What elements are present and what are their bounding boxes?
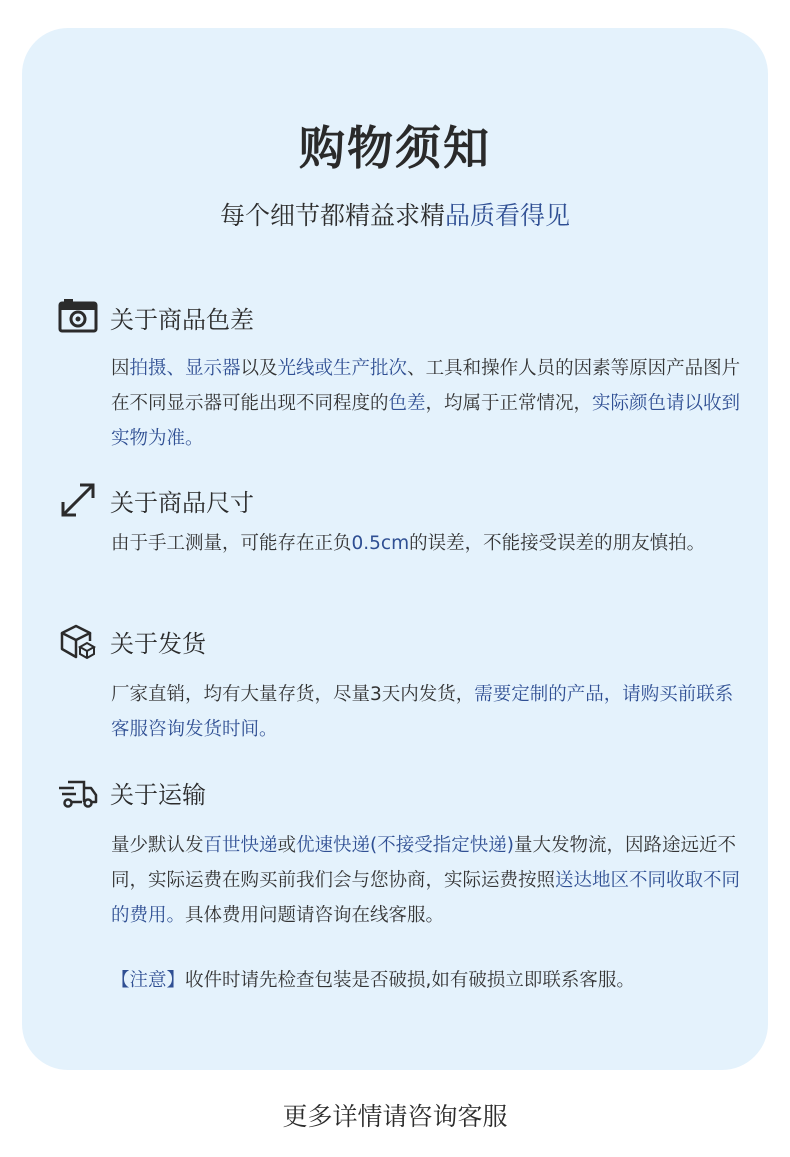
text-run: 具体费用问题请咨询在线客服。 (185, 905, 445, 926)
subtitle-plain: 每个细节都精益求精 (219, 201, 445, 230)
section-body (111, 677, 748, 747)
camera-icon (58, 297, 98, 337)
highlight-run: 色差 (388, 393, 426, 414)
text-run: 由于手工测量，可能存在正负 (111, 533, 352, 554)
text-run: 量少默认发 (111, 835, 204, 856)
section-body (111, 351, 748, 456)
highlight-run: 0.5cm (351, 533, 410, 554)
page-title: 购物须知 (299, 121, 491, 175)
text-run: 、工具和操作人员的因素等原因产品图片在不同显示器可能出现不同程度的 (111, 358, 741, 414)
attention-note (111, 966, 751, 992)
package-icon (58, 621, 98, 661)
note-label: 【注意】 (111, 970, 186, 991)
section-body (111, 526, 748, 561)
text-run: 的误差，不能接受误差的朋友慎拍。 (409, 533, 706, 554)
highlight-run: 百世快递 (203, 835, 278, 856)
text-run: 量大发物流，因路途远近不同，实际运费在购买前我们会与您协商，实际运费按照 (111, 835, 736, 891)
section-transport (58, 770, 748, 933)
subtitle-highlight: 品质看得见 (445, 201, 571, 230)
highlight-run: 拍摄、显示器 (129, 358, 241, 379)
delivery-truck-icon (58, 772, 98, 812)
highlight-run: 优速快递(不接受指定快递) (296, 835, 514, 856)
page-subtitle (0, 196, 790, 232)
text-run: 以及 (240, 358, 278, 379)
highlight-run: 需要定制的产品，请购买前联系客服咨询发货时间。 (111, 684, 734, 740)
highlight-run: 光线或生产批次 (277, 358, 408, 379)
highlight-run: 送达地区不同收取不同的费用。 (111, 870, 741, 926)
section-body (111, 828, 748, 933)
section-shipping (58, 619, 748, 747)
section-title: 关于发货 (110, 629, 206, 658)
text-run: 厂家直销，均有大量存货，尽量3天内发货， (111, 684, 475, 705)
note-text: 收件时请先检查包装是否破损,如有破损立即联系客服。 (185, 970, 635, 991)
resize-arrow-icon (58, 480, 98, 520)
section-title: 关于商品尺寸 (110, 488, 254, 517)
text-run: ，均属于正常情况， (425, 393, 593, 414)
highlight-run: 实际颜色请以收到实物为准。 (111, 393, 741, 449)
section-title: 关于商品色差 (110, 305, 254, 334)
section-color-difference (58, 295, 748, 456)
footer-contact: 更多详情请咨询客服 (282, 1102, 508, 1131)
text-run: 或 (277, 835, 297, 856)
section-size (58, 478, 748, 561)
text-run: 因 (111, 358, 130, 379)
section-title: 关于运输 (110, 780, 206, 809)
